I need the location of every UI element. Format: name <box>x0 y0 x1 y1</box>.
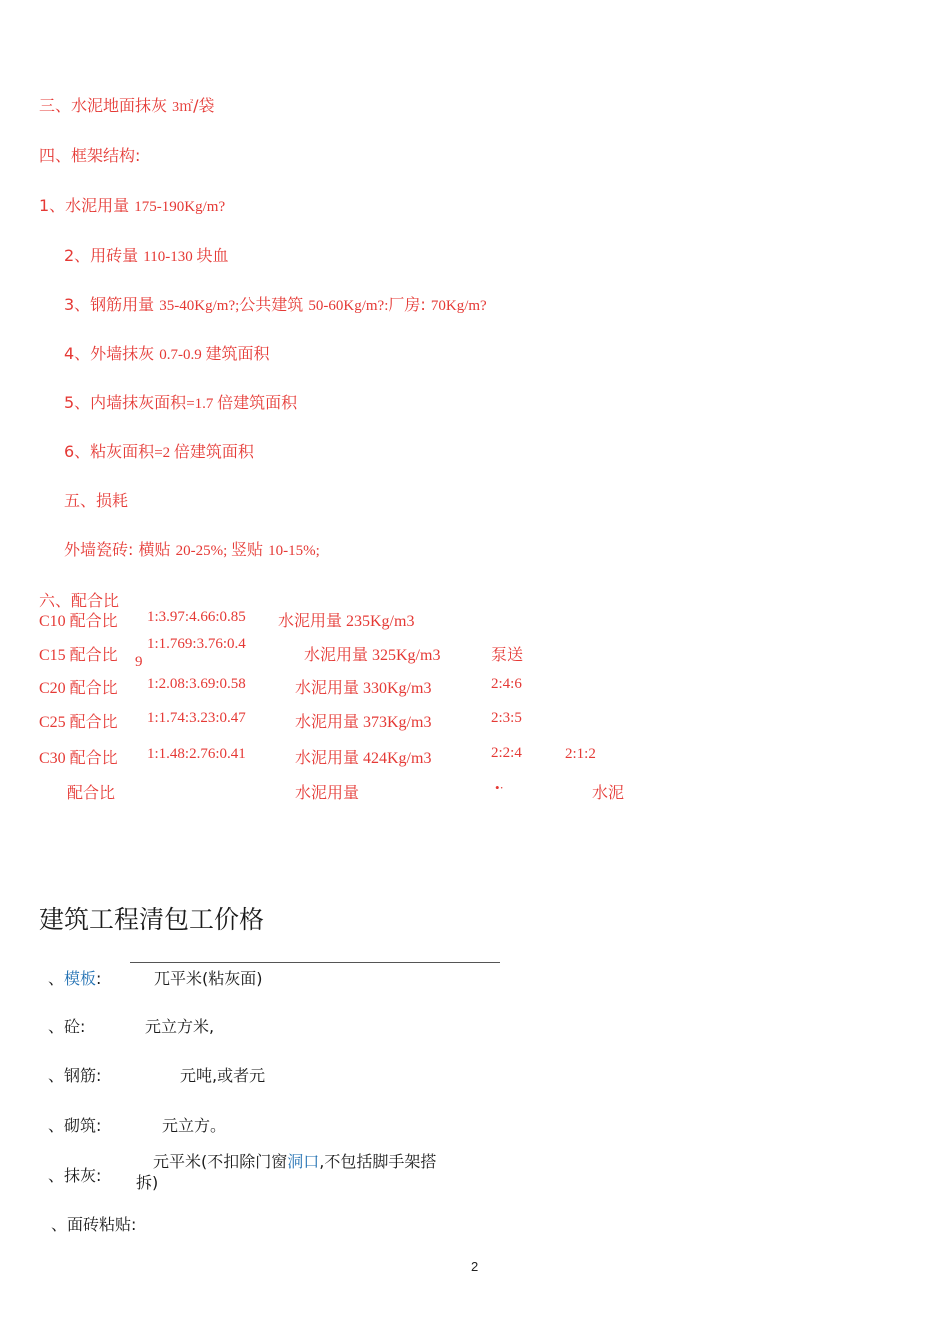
mix-ratio: 1:2.08:3.69:0.58 <box>147 676 246 692</box>
price-plaster-desc-wrap: 拆) <box>136 1173 159 1192</box>
price-plaster-label: 、抹灰: <box>48 1166 102 1185</box>
mix-footer-cement-2: 水泥 <box>592 785 625 802</box>
mix-grade: C20 配合比 <box>39 680 118 697</box>
mix-alt-ratio: 2:4:6 <box>491 676 522 692</box>
section-5-title: 五、损耗 <box>64 491 129 510</box>
mix-cement-usage: 水泥用量 424Kg/m3 <box>295 750 432 767</box>
mix-cement-usage: 水泥用量 373Kg/m3 <box>295 714 432 731</box>
price-plaster-desc: 元平米(不扣除门窗洞口,不包括脚手架搭 <box>153 1152 437 1171</box>
price-concrete-desc: 元立方米, <box>145 1017 215 1036</box>
price-concrete-label: 、砼: <box>48 1017 86 1036</box>
wastage-line: 外墙瓷砖: 横贴 20-25%; 竖贴 10-15%; <box>64 540 320 559</box>
section-6-title: 六、配合比 <box>39 593 120 610</box>
mix-alt-ratio: 2:3:5 <box>491 710 522 726</box>
mix-footer-ratio: 配合比 <box>67 785 116 802</box>
item-4-exterior-plaster: 4、外墙抹灰 0.7-0.9 建筑面积 <box>64 344 270 363</box>
mix-cement-usage: 水泥用量 235Kg/m3 <box>278 613 415 630</box>
mix-cement-usage: 水泥用量 330Kg/m3 <box>295 680 432 697</box>
mix-grade: C25 配合比 <box>39 714 118 731</box>
template-link[interactable]: 模板 <box>64 969 97 988</box>
mix-pump-note: 泵送 <box>491 647 524 664</box>
mix-grade: C10 配合比 <box>39 613 118 630</box>
mix-ratio: 1:1.769:3.76:0.4 <box>147 636 246 652</box>
item-1-cement-usage: 1、水泥用量 175-190Kg/m? <box>39 196 226 215</box>
mix-ratio: 1:1.74:3.23:0.47 <box>147 710 246 726</box>
section-4-title: 四、框架结构: <box>39 146 141 165</box>
mix-footer-dots: •· <box>495 780 504 795</box>
mix-grade: C30 配合比 <box>39 750 118 767</box>
price-template-desc: 兀平米(粘灰面) <box>146 969 263 988</box>
item-3-rebar-usage: 3、钢筋用量 35-40Kg/m?;公共建筑 50-60Kg/m?:厂房: 70Kg/m? <box>64 295 487 314</box>
mix-footer-cement: 水泥用量 <box>295 785 360 802</box>
price-template-label: 、模板: <box>48 969 102 988</box>
mix-alt-ratio-2: 2:1:2 <box>565 746 596 762</box>
opening-link[interactable]: 洞口 <box>287 1152 320 1171</box>
mix-cement-usage: 水泥用量 325Kg/m3 <box>304 647 441 664</box>
price-rebar-desc: 元吨,或者元 <box>180 1066 266 1085</box>
item-6-adhesive-area: 6、粘灰面积=2 倍建筑面积 <box>64 442 254 461</box>
page-number: 2 <box>471 1259 479 1274</box>
item-2-brick-usage: 2、用砖量 110-130 块血 <box>64 246 229 265</box>
section-3-line: 三、水泥地面抹灰 3㎡/袋 <box>39 96 215 115</box>
mix-alt-ratio: 2:2:4 <box>491 745 522 761</box>
page-heading: 建筑工程清包工价格 <box>39 905 265 934</box>
price-rebar-label: 、钢筋: <box>48 1066 102 1085</box>
mix-ratio: 1:1.48:2.76:0.41 <box>147 746 246 762</box>
mix-grade: C15 配合比 <box>39 647 118 664</box>
item-5-interior-plaster: 5、内墙抹灰面积=1.7 倍建筑面积 <box>64 393 298 412</box>
underline-rule <box>130 962 500 963</box>
mix-ratio-wrap: 9 <box>135 654 143 670</box>
price-masonry-label: 、砌筑: <box>48 1116 102 1135</box>
mix-ratio: 1:3.97:4.66:0.85 <box>147 609 246 625</box>
price-tile-label: 、面砖粘贴: <box>51 1215 137 1234</box>
price-masonry-desc: 元立方。 <box>162 1116 227 1135</box>
